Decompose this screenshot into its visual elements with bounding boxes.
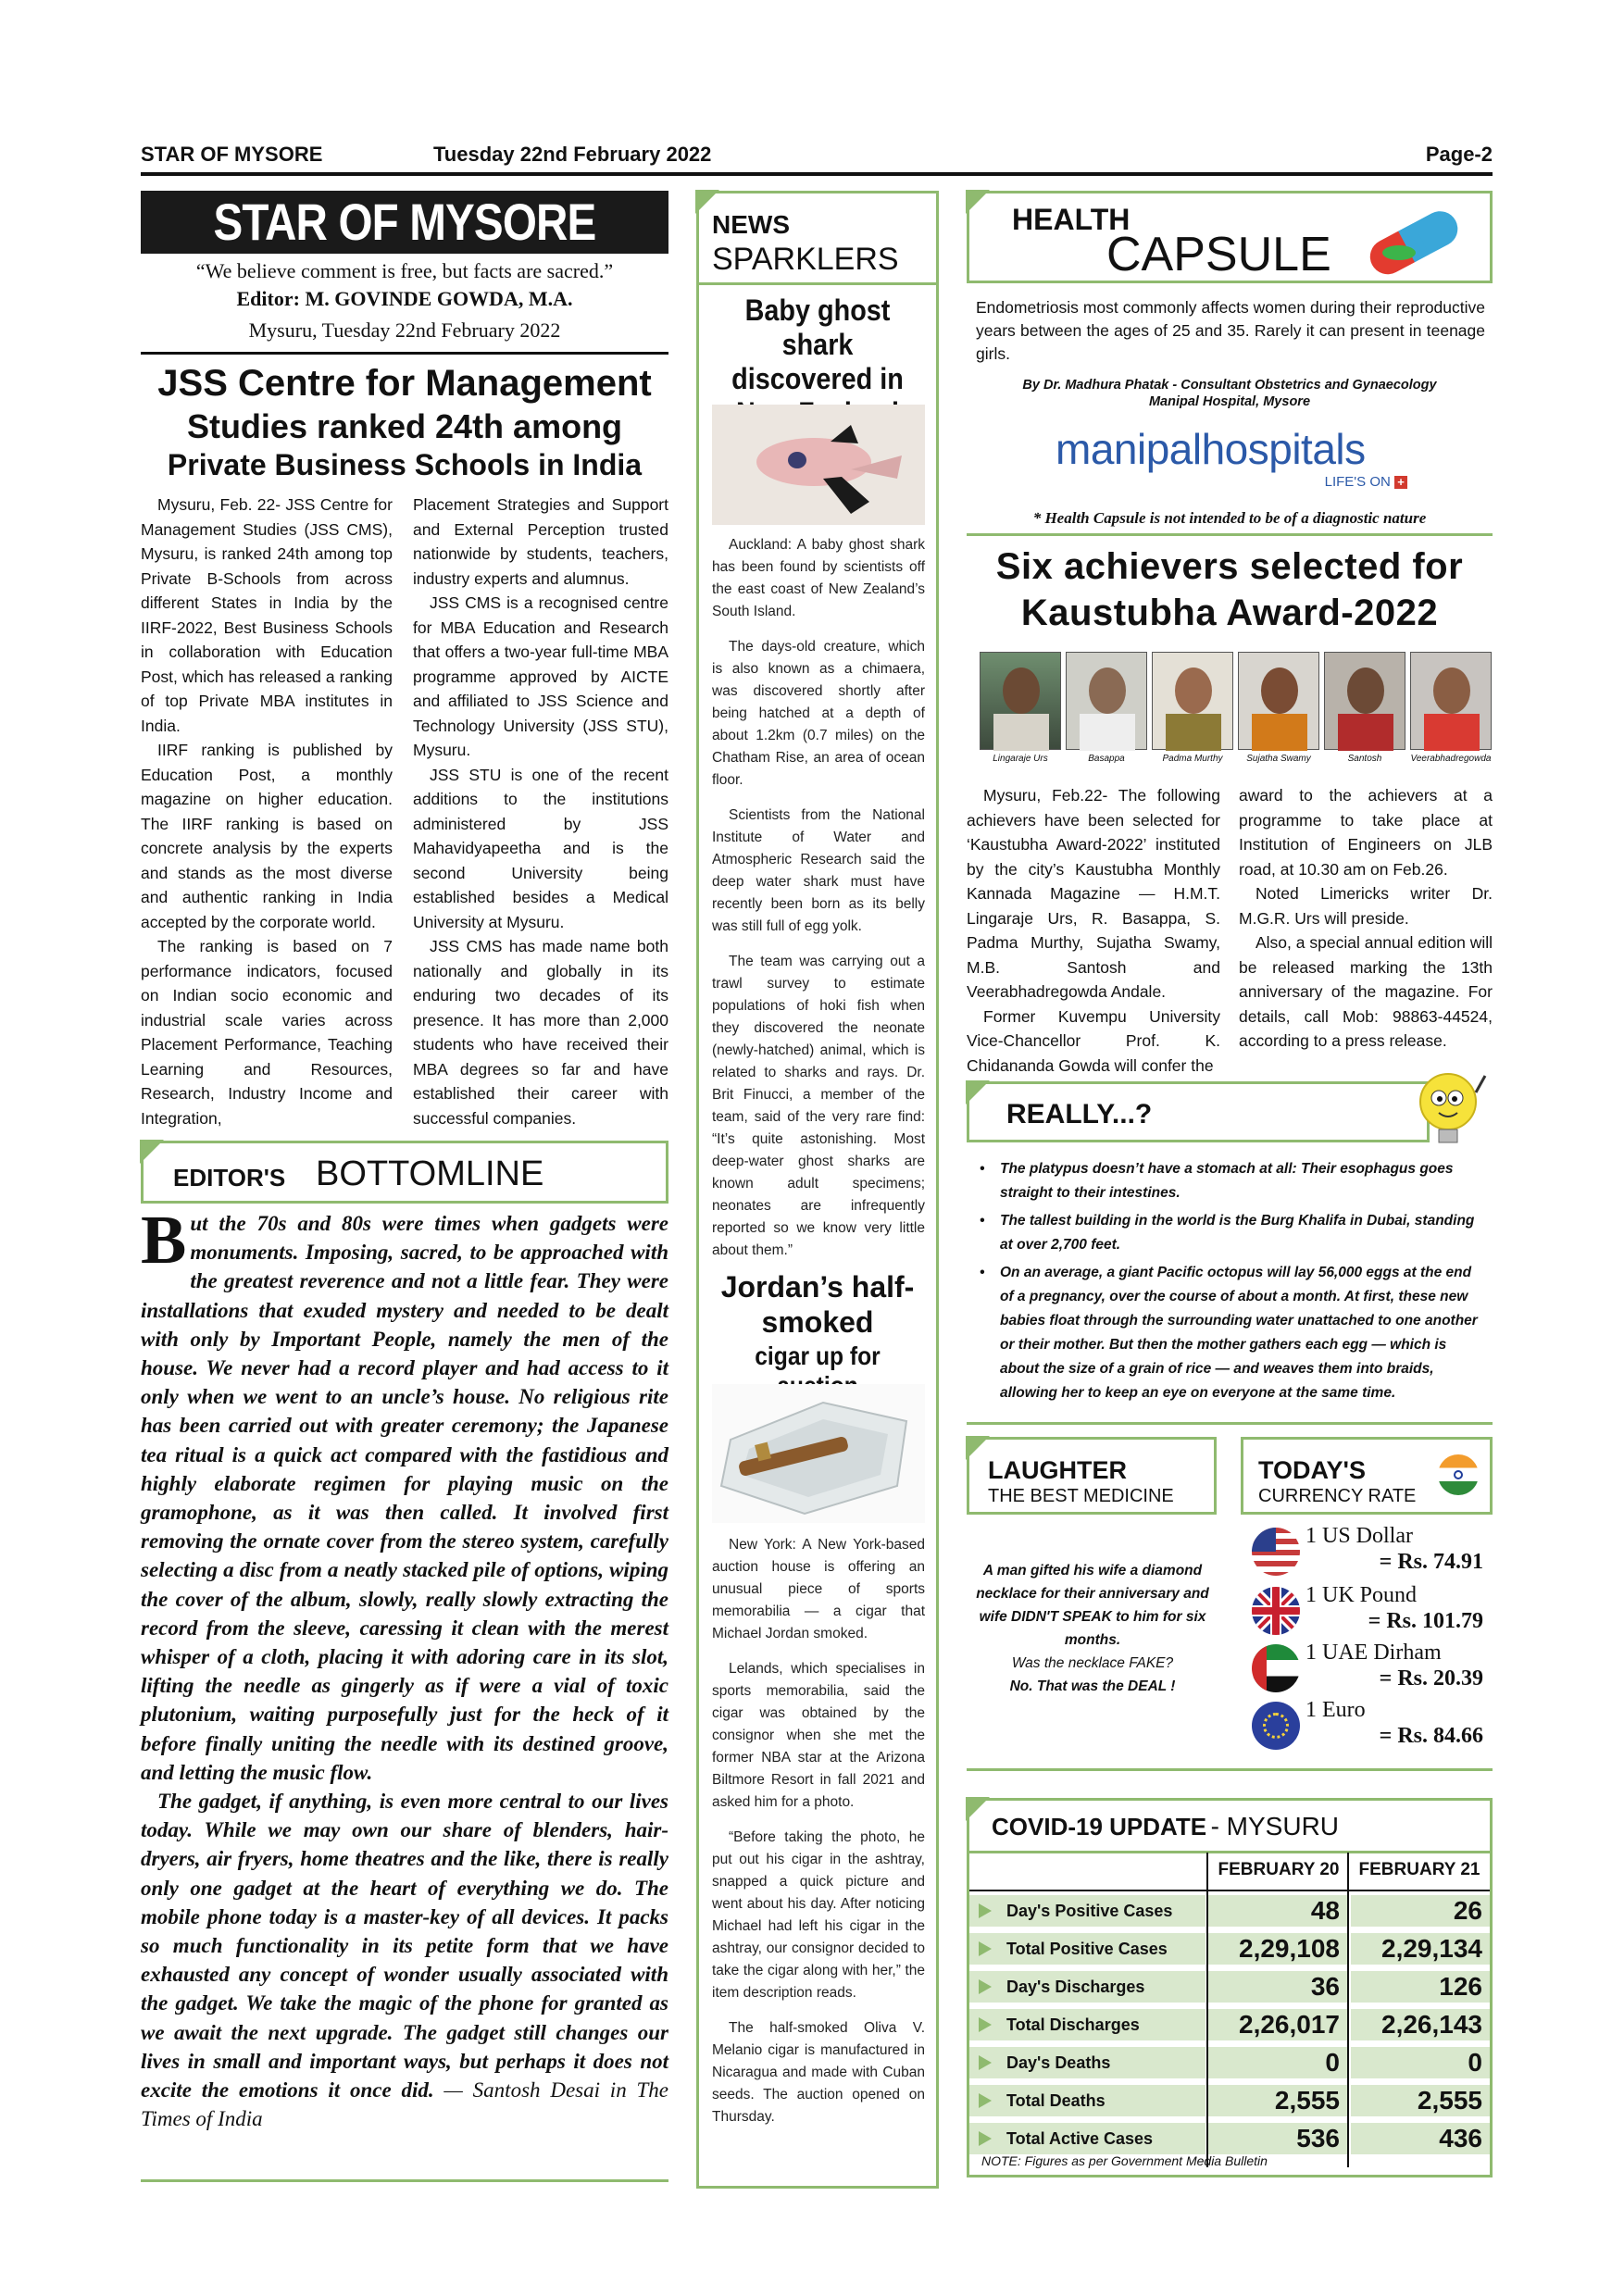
running-header bbox=[141, 139, 1493, 176]
covid-value: 26 bbox=[1351, 1895, 1490, 1927]
bullet-icon: • bbox=[980, 1265, 985, 1280]
health-rule bbox=[967, 533, 1493, 536]
bullet-icon: • bbox=[980, 1213, 985, 1229]
health-label-box bbox=[967, 191, 1493, 283]
covid-value: 536 bbox=[1208, 2123, 1347, 2154]
currency-row bbox=[1252, 1641, 1493, 1694]
capsule-pill-icon bbox=[1356, 199, 1486, 279]
editorial-credit: — Santosh Desai in The Times of India bbox=[141, 2078, 669, 2131]
news-sparklers-column bbox=[696, 191, 939, 2189]
covid-row bbox=[969, 2045, 1490, 2080]
currency-name: 1 UAE Dirham bbox=[1305, 1641, 1442, 1665]
currency-row bbox=[1252, 1524, 1493, 1578]
ghost-shark-photo bbox=[712, 405, 925, 525]
covid-row-label-text: Day's Discharges bbox=[1006, 1978, 1145, 1996]
covid-row-label-text: Total Active Cases bbox=[1006, 2129, 1154, 2148]
lead-para: JSS STU is one of the recent additions to the institutions administered by JSS Mahavidyapeetha and is the second University being established besides a Medical University at Mysuru. bbox=[413, 765, 668, 931]
covid-row-label-text: Total Positive Cases bbox=[1006, 1940, 1168, 1958]
portrait-photo bbox=[1238, 652, 1319, 750]
covid-row-label bbox=[969, 2085, 1206, 2116]
covid-col-header-2: FEBRUARY 21 bbox=[1358, 1860, 1480, 1879]
cigar-photo bbox=[712, 1384, 925, 1523]
portrait-photo bbox=[1066, 652, 1147, 750]
really-rule bbox=[967, 1422, 1493, 1425]
covid-value: 2,29,108 bbox=[1208, 1933, 1347, 1965]
portrait-photo bbox=[980, 652, 1061, 750]
currency-label-box bbox=[1241, 1437, 1493, 1515]
story-para: The team was carrying out a trawl survey to estimate populations of hoki fish when they discovered the neonate (newly-hatched) animal, which is related to sharks and rays. Dr. Brit Finucci, a member of the team, said of the very rare find: “It’s quite astonishing. Most deep-water ghost sharks are known adult specimens; neonates are infrequently reported so we know very little about them.” bbox=[712, 954, 925, 1258]
masthead-title: STAR OF MYSORE bbox=[213, 193, 596, 251]
header-rule bbox=[141, 172, 1493, 176]
corner-flag-icon bbox=[966, 1436, 990, 1460]
really-list bbox=[980, 1157, 1489, 1405]
really-label: REALLY...? bbox=[1006, 1099, 1153, 1129]
kaustubha-photos bbox=[972, 652, 1491, 772]
play-arrow-icon bbox=[979, 2017, 992, 2032]
story-para: Lelands, which specialises in sports memorabilia, said the cigar was obtained by the consignor when she met the former NBA star at the Arizona Biltmore Resort in fall 2021 and asked him for a photo. bbox=[712, 1661, 925, 1810]
covid-row-label-text: Total Deaths bbox=[1006, 2091, 1106, 2110]
masthead-rule bbox=[141, 352, 668, 355]
covid-value: 436 bbox=[1351, 2123, 1490, 2154]
covid-header-rule bbox=[969, 1890, 1490, 1891]
joke-punchline: No. That was the DEAL ! bbox=[1009, 1678, 1176, 1694]
covid-note: NOTE: Figures as per Government Media Bulletin bbox=[981, 2153, 1268, 2168]
covid-value: 48 bbox=[1208, 1895, 1347, 1927]
story-para: “Before taking the photo, he put out his cigar in the ashtray, snapped a quick picture and went about his day. After noticing Michael had left his cigar in the ashtray, our consignor decided to take the cigar along with her,” the item description reads. bbox=[712, 1829, 925, 2001]
kaustubha-headline-1: Six achievers selected for bbox=[995, 546, 1464, 587]
cigar-body bbox=[712, 1534, 925, 2141]
covid-value: 0 bbox=[1351, 2047, 1490, 2078]
lead-para: JSS CMS has made name both nationally and globally in its enduring two decades of its presence. It has more than 2,000 students who have received their MBA degrees so far and have established their career with successful companies. bbox=[413, 937, 668, 1128]
editorial-dropcap: B bbox=[141, 1203, 187, 1279]
manipal-logo-text: manipalhospitals bbox=[1056, 425, 1366, 473]
lead-para: IIRF ranking is published by Education Post, a monthly magazine on higher education. The IIRF ranking is based on concrete analysis by the experts and stands as the most diverse and authentic ranking in India accepted by the corporate world. bbox=[141, 741, 393, 931]
story-para: New York: A New York-based auction house is offering an unusual piece of sports memorabilia — a cigar that Michael Jordan smoked. bbox=[712, 1537, 925, 1641]
health-label: HEALTH bbox=[1012, 203, 1131, 236]
covid-table bbox=[969, 1893, 1490, 2171]
ghost-shark-headline: Baby ghost shark discovered in bbox=[731, 293, 904, 395]
manipal-logo bbox=[1056, 424, 1444, 498]
covid-value: 36 bbox=[1208, 1971, 1347, 2003]
editorial-body bbox=[141, 1203, 669, 2134]
kaustubha-headline-2: Kaustubha Award-2022 bbox=[1020, 593, 1439, 633]
play-arrow-icon bbox=[979, 2093, 992, 2108]
play-arrow-icon bbox=[979, 1979, 992, 1994]
covid-value: 126 bbox=[1351, 1971, 1490, 2003]
currency-row bbox=[1252, 1583, 1493, 1637]
portrait-photo bbox=[1324, 652, 1405, 750]
covid-box bbox=[967, 1798, 1493, 2177]
uae-flag-icon bbox=[1252, 1644, 1300, 1692]
corner-flag-icon bbox=[966, 1797, 990, 1821]
header-paper: STAR OF MYSORE bbox=[141, 143, 323, 166]
ghost-shark-body bbox=[712, 534, 925, 1275]
kaustubha-para: Mysuru, Feb.22- The following achievers have been selected for ‘Kaustubha Award-2022’ instituted by the city’s Kaustubha Monthly Kannada Magazine — H.M.T. Lingaraje Urs, R. Basappa, S. Padma Murthy, Sujatha Swamy, M.B. Santosh and Veerabhadregowda Andale. bbox=[967, 786, 1220, 1001]
lead-column-1 bbox=[141, 493, 393, 1130]
news-header-rule bbox=[699, 282, 936, 285]
really-item bbox=[980, 1209, 1489, 1257]
story-para: Auckland: A baby ghost shark has been found by scientists off the east coast of New Zealand’s South Island. bbox=[712, 537, 925, 619]
currency-sublabel: CURRENCY RATE bbox=[1258, 1486, 1417, 1506]
really-item bbox=[980, 1157, 1489, 1205]
portrait-caption: Basappa bbox=[1088, 754, 1125, 764]
sparklers-label: SPARKLERS bbox=[712, 242, 899, 277]
header-date: Tuesday 22nd February 2022 bbox=[433, 143, 712, 166]
bulb-mascot-icon bbox=[1411, 1065, 1489, 1157]
lead-para: Mysuru, Feb. 22- JSS Centre for Management Studies (JSS CMS), Mysuru, is ranked 24th among top Private B-Schools from across different States in India by the IIRF-2022, Best Business Schools in collaboration with Education Post, which has released a ranking of top Private MBA institutes in India. bbox=[141, 495, 393, 735]
covid-sublabel: - MYSURU bbox=[1210, 1812, 1340, 1841]
health-byline-2: Manipal Hospital, Mysore bbox=[1148, 394, 1311, 409]
covid-value: 2,29,134 bbox=[1351, 1933, 1490, 1965]
play-arrow-icon bbox=[979, 2055, 992, 2070]
plus-icon: + bbox=[1394, 476, 1407, 489]
portrait-caption: Santosh bbox=[1347, 754, 1382, 764]
really-item-text: The platypus doesn’t have a stomach at all: Their esophagus goes straight to their intestines. bbox=[1000, 1161, 1454, 1201]
covid-value: 2,26,143 bbox=[1351, 2009, 1490, 2040]
manipal-tagline-text: LIFE'S ON bbox=[1324, 474, 1391, 490]
corner-flag-icon bbox=[966, 190, 990, 214]
currency-rate: = Rs. 101.79 bbox=[1368, 1609, 1483, 1633]
covid-row-label bbox=[969, 2123, 1206, 2154]
covid-value: 0 bbox=[1208, 2047, 1347, 2078]
currency-row bbox=[1252, 1698, 1493, 1752]
laughter-sublabel: THE BEST MEDICINE bbox=[988, 1486, 1174, 1506]
masthead-dateline: Mysuru, Tuesday 22nd February 2022 bbox=[248, 318, 561, 342]
covid-row bbox=[969, 2007, 1490, 2042]
portrait-caption: Lingaraje Urs bbox=[993, 754, 1048, 764]
editorial-label-light: BOTTOMLINE bbox=[316, 1154, 544, 1193]
manipal-tagline bbox=[1325, 474, 1407, 490]
joke-text: A man gifted his wife a diamond necklace for their anniversary and wife DIDN'T SPEAK to him for six months. bbox=[976, 1563, 1209, 1648]
really-item bbox=[980, 1261, 1489, 1405]
covid-value: 2,26,017 bbox=[1208, 2009, 1347, 2040]
story-para: The half-smoked Oliva V. Melanio cigar is manufactured in Nicaragua and made with Cuban seeds. The auction opened on Thursday. bbox=[712, 2020, 925, 2125]
joke-question: Was the necklace FAKE? bbox=[1011, 1655, 1174, 1671]
editorial-para-1: ut the 70s and 80s were times when gadgets were monuments. Imposing, sacred, to be approached with the greatest reverence and not a little fear. They were installations that exuded mystery and needed to be dealt with only by Important People, namely the men of the house. We never had a record player and had access to it only when we went to an uncle’s house. No religious rite has been carried out with greater ceremony; the Japanese tea ritual is a quick act compared with the fastidious and highly elaborate regimen for playing music on the gramophone, as it was then called. It involved first removing the ornate cover from the stereo system, carefully selecting a disc from a neatly stacked pile of options, wiping the cover of the album, slowly, really slowly extracting the record from the sleeve, caressing it clean with the merest whisper of a cloth, placing it with adoring care in its slot, lifting the needle as gingerly as if were a vial of toxic plutonium, waiting purposefully just for the heck of it before finally uniting the needle with its destined groove, and letting the music flow. bbox=[141, 1212, 668, 1784]
editorial-para-2 bbox=[141, 1787, 668, 2133]
lead-column-2 bbox=[413, 493, 668, 1130]
covid-title-rule bbox=[969, 1851, 1490, 1853]
covid-row-label-text: Day's Positive Cases bbox=[1006, 1902, 1173, 1920]
kaustubha-para: Former Kuvempu University Vice-Chancellor Prof. K. Chidananda Gowda will confer the bbox=[967, 1006, 1220, 1075]
laughter-label-box bbox=[967, 1437, 1217, 1515]
story-para: The days-old creature, which is also known as a chimaera, was discovered shortly after being hatched at a depth of about 1.2km (0.7 miles) on the Chatham Rise, an area of ocean floor. bbox=[712, 639, 925, 788]
covid-row-label bbox=[969, 1971, 1206, 2003]
covid-title bbox=[992, 1812, 1339, 1841]
lead-para: JSS CMS is a recognised centre for MBA Education and Research that offers a two-year full-time MBA programme approved by AICTE and affiliated to JSS Science and Technology University (JSS STU), Mysuru. bbox=[413, 593, 668, 759]
portrait-photo bbox=[1410, 652, 1492, 750]
laughter-joke bbox=[974, 1559, 1211, 1698]
lead-para: The ranking is based on 7 performance indicators, focused on Indian socio economic and industrial scale varies across Placement Performance, Teaching Learning and Resources, Research, Industry Income and Integration, bbox=[141, 937, 393, 1128]
health-disclaimer: * Health Capsule is not intended to be of a diagnostic nature bbox=[1032, 509, 1427, 527]
capsule-label: CAPSULE bbox=[1106, 228, 1331, 281]
currency-name: 1 US Dollar bbox=[1305, 1524, 1413, 1548]
editorial-bottom-rule bbox=[141, 2179, 668, 2182]
play-arrow-icon bbox=[979, 2131, 992, 2146]
kaustubha-para: Noted Limericks writer Dr. M.G.R. Urs will preside. bbox=[1239, 884, 1493, 928]
portrait-caption: Sujatha Swamy bbox=[1246, 754, 1311, 764]
currency-rate: = Rs. 84.66 bbox=[1379, 1724, 1483, 1748]
portrait-caption: Veerabhadregowda bbox=[1410, 754, 1492, 764]
really-item-text: On an average, a giant Pacific octopus will lay 56,000 eggs at the end of a pregnancy, over the course of about a month. At first, these new babies float through the surrounding water unattached to one another or their mother. But then the mother gathers each egg — which is about the size of a grain of rice — and weaves them into braids, allowing her to keep an eye on everyone at the same time. bbox=[1000, 1265, 1478, 1401]
editorial-label-box bbox=[141, 1141, 668, 1204]
covid-row-label bbox=[969, 2047, 1206, 2078]
play-arrow-icon bbox=[979, 1941, 992, 1956]
kaustubha-column-2 bbox=[1239, 783, 1493, 1054]
masthead-motto: “We believe comment is free, but facts are sacred.” bbox=[195, 259, 614, 282]
covid-row bbox=[969, 2121, 1490, 2156]
health-byline-1: By Dr. Madhura Phatak - Consultant Obstetrics and Gynaecology bbox=[1022, 378, 1437, 393]
lead-headline-2: Studies ranked 24th among bbox=[186, 407, 623, 445]
lead-headline-3: Private Business Schools in India bbox=[167, 448, 643, 481]
health-text: Endometriosis most commonly affects women during their reproductive years between the ages of 25 and 35. Rarely it can present in teenage girls. bbox=[976, 298, 1485, 363]
covid-row-label-text: Total Discharges bbox=[1006, 2015, 1140, 2034]
laughter-label: LAUGHTER bbox=[988, 1456, 1127, 1484]
portrait-caption: Padma Murthy bbox=[1162, 754, 1223, 764]
lead-headline-1: JSS Centre for Management bbox=[157, 363, 652, 404]
covid-label: COVID-19 UPDATE bbox=[992, 1813, 1207, 1841]
really-label-box bbox=[967, 1081, 1430, 1142]
editorial-para-2-text: The gadget, if anything, is even more central to our lives today. While we may own our share of blenders, hair-dryers, air fryers, home theatres and the like, there is really only one gadget at the heart of everything we do. The mobile phone today is a master-key of all devices. It packs so much functionality in its petite form that we have exhausted any concept of wonder usually associated with the gadget. We take the magic of the phone for granted as we await the next upgrade. The gadget still changes our lives in small and important ways, but perhaps it does not excite the emotions it once did. bbox=[141, 1790, 668, 2103]
covid-value: 2,555 bbox=[1208, 2085, 1347, 2116]
currency-rule bbox=[967, 1768, 1493, 1771]
kaustubha-column-1 bbox=[967, 783, 1220, 1078]
us-flag-icon bbox=[1252, 1528, 1300, 1576]
lead-para: Placement Strategies and Support and External Perception trusted nationwide by students, teachers, industry experts and alumnus. bbox=[413, 495, 668, 588]
uk-flag-icon bbox=[1252, 1587, 1300, 1635]
corner-flag-icon bbox=[966, 1080, 990, 1104]
cigar-headline-1: Jordan’s half-smoked bbox=[720, 1270, 915, 1339]
header-page: Page-2 bbox=[1425, 143, 1493, 166]
story-para: Scientists from the National Institute of Water and Atmospheric Research said the deep water shark must have recently been born as its belly was still full of egg yolk. bbox=[712, 807, 925, 934]
eu-flag-icon bbox=[1252, 1702, 1300, 1750]
currency-name: 1 UK Pound bbox=[1305, 1583, 1418, 1607]
currency-rate: = Rs. 20.39 bbox=[1379, 1666, 1483, 1691]
covid-row-label bbox=[969, 1895, 1206, 1927]
india-flag-icon bbox=[1438, 1454, 1479, 1495]
covid-col-header-1: FEBRUARY 20 bbox=[1218, 1860, 1340, 1879]
currency-name: 1 Euro bbox=[1305, 1698, 1366, 1722]
editorial-label-bold: EDITOR'S bbox=[173, 1164, 286, 1192]
portrait-photo bbox=[1152, 652, 1233, 750]
covid-row-label bbox=[969, 1933, 1206, 1965]
cigar-headline-2: cigar up for bbox=[755, 1341, 881, 1370]
covid-row bbox=[969, 1931, 1490, 1966]
bullet-icon: • bbox=[980, 1161, 985, 1177]
masthead-editor: Editor: M. GOVINDE GOWDA, M.A. bbox=[236, 287, 573, 310]
covid-row-label bbox=[969, 2009, 1206, 2040]
covid-row-label-text: Day's Deaths bbox=[1006, 2053, 1111, 2072]
covid-row bbox=[969, 1969, 1490, 2004]
covid-row bbox=[969, 1893, 1490, 1928]
corner-flag-icon bbox=[140, 1140, 164, 1164]
news-label: NEWS bbox=[712, 210, 790, 239]
masthead-banner bbox=[141, 191, 668, 254]
play-arrow-icon bbox=[979, 1903, 992, 1918]
really-item-text: The tallest building in the world is the Burg Khalifa in Dubai, standing at over 2,700 feet. bbox=[1000, 1213, 1475, 1253]
currency-rate: = Rs. 74.91 bbox=[1379, 1550, 1483, 1574]
covid-row bbox=[969, 2083, 1490, 2118]
covid-value: 2,555 bbox=[1351, 2085, 1490, 2116]
currency-label: TODAY'S bbox=[1258, 1456, 1366, 1484]
kaustubha-para: Also, a special annual edition will be released marking the 13th anniversary of the magazine. For details, call Mob: 98863-44524, according to a press release. bbox=[1239, 933, 1493, 1050]
kaustubha-para: award to the achievers at a programme to take place at Institution of Engineers on JLB road, at 10.30 am on Feb.26. bbox=[1239, 786, 1493, 879]
